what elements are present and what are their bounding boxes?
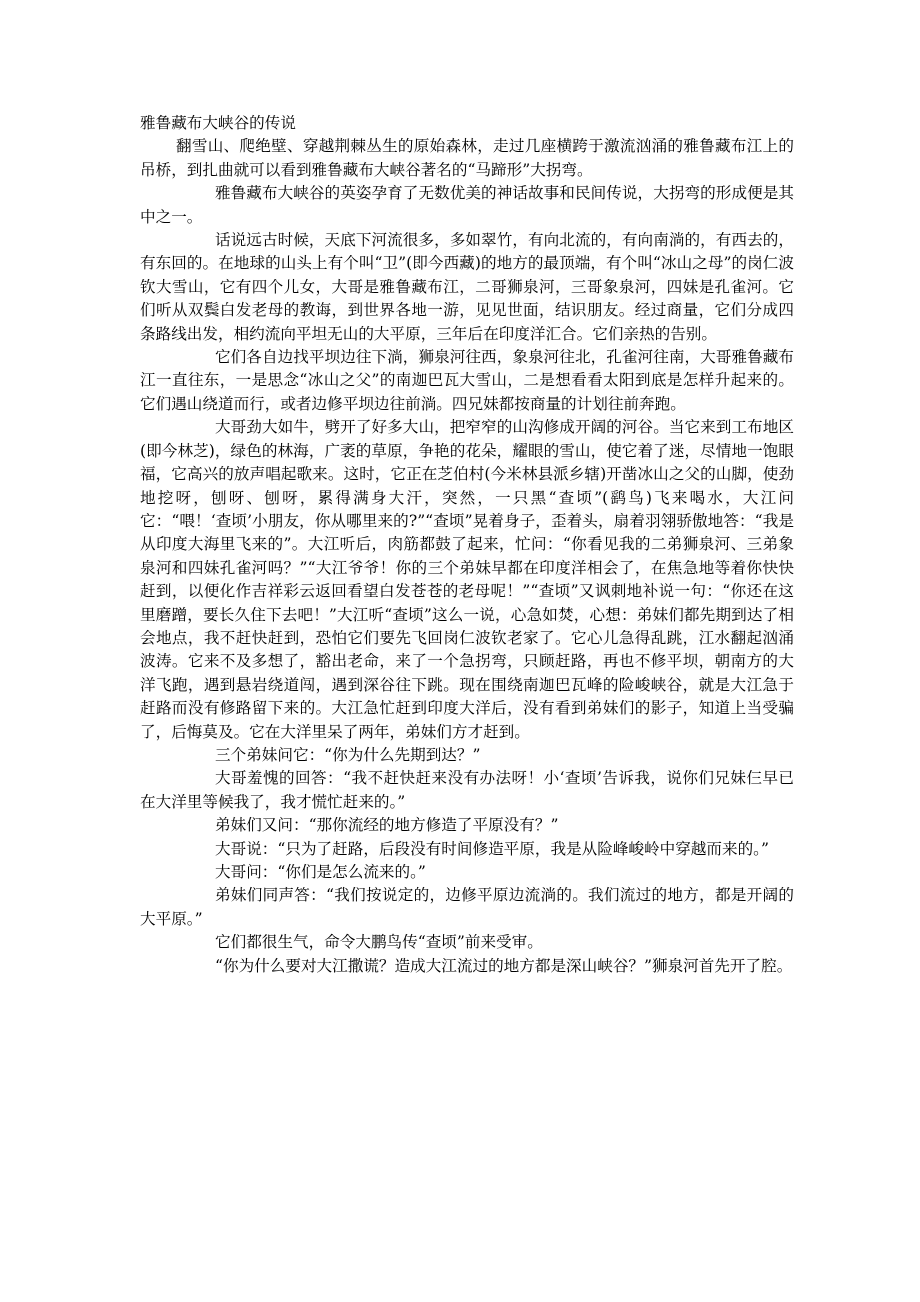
paragraph-8: 弟妹们又问：“那你流经的地方修造了平原没有？” [215, 816, 559, 835]
paragraph-2: 雅鲁藏布大峡谷的英姿孕育了无数优美的神话故事和民间传说，大拐弯的形成便是其中之一。 [140, 184, 794, 226]
paragraph-1: 翻雪山、爬绝壁、穿越荆棘丛生的原始森林，走过几座横跨于激流汹涌的雅鲁藏布江上的吊桥，到扎曲就可以看到雅鲁藏布大峡谷著名的“马蹄形”大拐弯。 [140, 137, 794, 179]
paragraph-6: 三个弟妹问它：“你为什么先期到达？” [215, 745, 481, 764]
paragraph-13: “你为什么要对大江撒谎？造成大江流过的地方都是深山峡谷？”狮泉河首先开了腔。 [215, 956, 793, 975]
paragraph-12: 它们都很生气，命令大鹏鸟传“查顷”前来受审。 [215, 933, 543, 952]
document-title: 雅鲁藏布大峡谷的传说 [140, 114, 296, 132]
paragraph-5: 大哥劲大如牛，劈开了好多大山，把窄窄的山沟修成开阔的河谷。当它来到工布地区(即今林芝)，绿色的林海，广袤的草原，争艳的花朵，耀眼的雪山，使它着了迷，尽情地一饱眼福，它高兴的放声唱起歌来。这时，它正在芝伯村(今米林县派乡辖)开凿冰山之父的山脚，使劲地挖呀，刨呀、刨呀，累得满身大汗，突然，一只黑“查顷”(鹞鸟)飞来喝水，大江问它：“喂！‘查顷’小朋友，你从哪里来的?”“查顷”晃着身子，歪着头，扇着羽翎骄傲地答：“我是从印度大海里飞来的”。大江听后，肉筋都鼓了起来，忙问：“你看见我的二弟狮泉河、三弟象泉河和四妹孔雀河吗？”“大江爷爷！你的三个弟妹早都在印度洋相会了，在焦急地等着你快快赶到，以便化作吉祥彩云返回看望白发苍苍的老母呢！”“查顷”又讽刺地补说一句：“你还在这里磨蹭，要长久住下去吧！”大江听“查顷”这么一说，心急如焚，心想：弟妹们都先期到达了相会地点，我不赶快赶到，恐怕它们要先飞回岗仁波钦老家了。它心儿急得乱跳，江水翻起汹涌 波涛。它来不及多想了，豁出老命，来了一个急拐弯，只顾赶路，再也不修平坝，朝南方的大洋飞跑，遇到悬岩绕道闯，遇到深谷往下跳。现在围绕南迦巴瓦峰的险峻峡谷，就是大江急于赶路而没有修路留下来的。大江急忙赶到印度大洋后，没有看到弟妹们的影子，知道上当受骗了，后悔莫及。它在大洋里呆了两年，弟妹们方才赶到。 [140, 418, 794, 741]
paragraph-10: 大哥问：“你们是怎么流来的。” [215, 863, 426, 881]
paragraph-9: 大哥说：“只为了赶路，后段没有时间修造平原，我是从险峰峻岭中穿越而来的。” [215, 839, 769, 858]
paragraph-7: 大哥羞愧的回答：“我不赶快赶来没有办法呀！小‘查顷’告诉我，说你们兄妹仨早已在大洋里等候我了，我才慌忙赶来的。” [140, 769, 794, 811]
document-page [140, 112, 794, 978]
paragraph-11: 弟妹们同声答：“我们按说定的，边修平原边流淌的。我们流过的地方，都是开阔的大平原。” [140, 886, 794, 928]
paragraph-4: 它们各自边找平坝边往下淌，狮泉河往西，象泉河往北，孔雀河往南，大哥雅鲁藏布江一直往东，一是思念“冰山之父”的南迦巴瓦大雪山，二是想看看太阳到底是怎样升起来的。它们遇山绕道而行，或者边修平坝边往前淌。四兄妹都按商量的计划往前奔跑。 [140, 348, 794, 413]
paragraph-3: 话说远古时候，天底下河流很多，多如翠竹，有向北流的，有向南淌的，有西去的，有东回的。在地球的山头上有个叫“卫”(即今西藏)的地方的最顶端，有个叫“冰山之母”的岗仁波钦大雪山，它有四个儿女，大哥是雅鲁藏布江，二哥狮泉河，三哥象泉河，四妹是孔雀河。它们听从双鬓白发老母的教诲，到世界各地一游，见见世面，结识朋友。经过商量，它们分成四条路线出发，相约流向平坦无山的大平原，三年后在印度洋汇合。它们亲热的告别。 [140, 231, 794, 343]
